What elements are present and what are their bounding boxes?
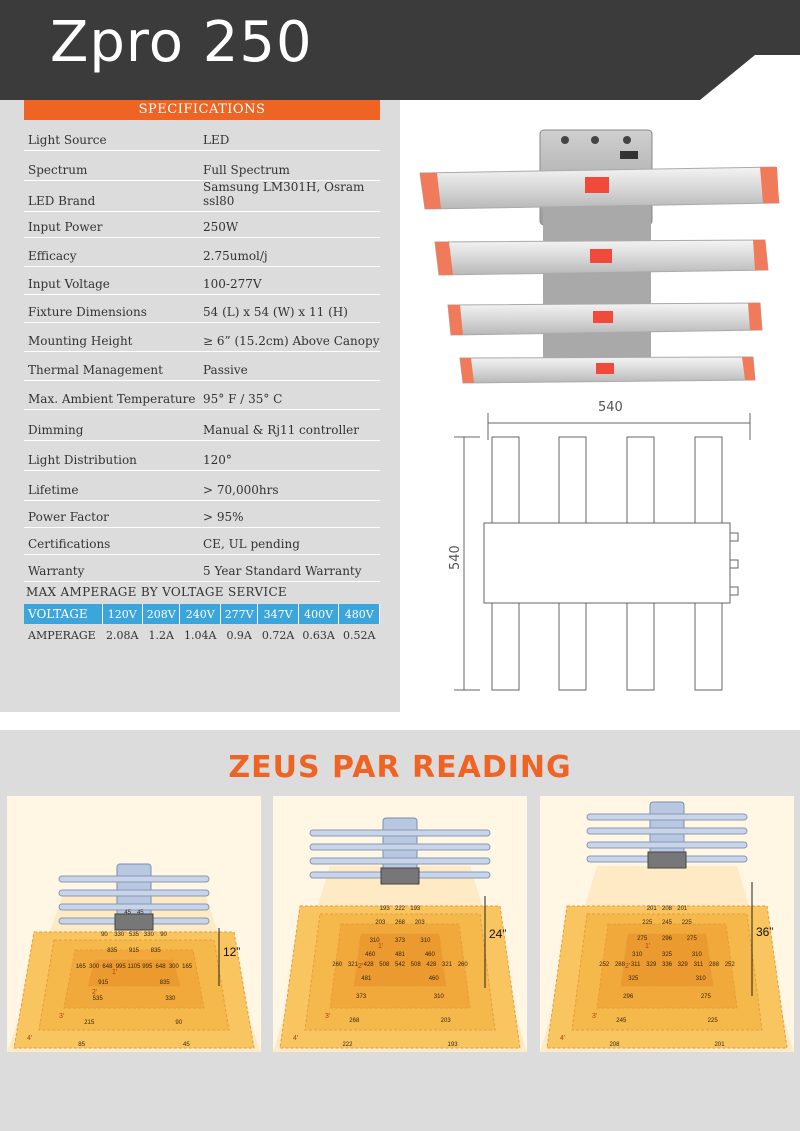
par-value: 252	[599, 962, 610, 968]
light-bar	[448, 303, 762, 335]
ring-label: 3'	[592, 1013, 598, 1020]
par-value: 310	[420, 938, 431, 944]
spec-row	[24, 441, 380, 471]
par-value: 835	[150, 948, 161, 954]
par-value: 165	[75, 964, 86, 970]
par-panel-12	[7, 796, 261, 1052]
par-diagram	[540, 796, 794, 1052]
par-value: 268	[349, 1018, 360, 1024]
driver-outline	[484, 523, 730, 603]
voltage-label: VOLTAGE	[24, 604, 102, 624]
par-value: 508	[410, 962, 421, 968]
par-value: 225	[642, 920, 653, 926]
par-value: 329	[646, 962, 657, 968]
spec-row	[24, 295, 380, 323]
par-value: 310	[433, 994, 444, 1000]
amperage-cell: 1.04A	[183, 628, 217, 642]
voltage-cell: 120V	[102, 604, 143, 624]
mount-height-label: 24”	[489, 927, 507, 941]
voltage-cell: 400V	[298, 604, 339, 624]
spec-row	[24, 501, 380, 528]
spec-value: 54 (L) x 54 (W) x 11 (H)	[203, 305, 348, 319]
par-value: 203	[414, 920, 425, 926]
ring-label: 3'	[325, 1013, 331, 1020]
spec-label: Dimming	[28, 423, 84, 437]
ring-label: 1'	[112, 969, 118, 976]
amperage-row	[24, 624, 380, 646]
spec-row	[24, 181, 380, 212]
mounting-rail	[543, 185, 651, 365]
spec-value: Samsung LM301H, Osram ssl80	[203, 180, 365, 208]
spec-value: 100-277V	[203, 277, 262, 291]
par-value: 245	[616, 1018, 627, 1024]
par-value: 203	[440, 1018, 451, 1024]
spec-label: Light Distribution	[28, 453, 137, 467]
par-value: 330	[114, 932, 125, 938]
par-value: 311	[630, 962, 641, 968]
spec-row	[24, 471, 380, 501]
par-value: 208	[609, 1042, 620, 1048]
par-value: 542	[394, 962, 406, 968]
par-value: 260	[332, 962, 343, 968]
par-value: 321	[442, 962, 453, 968]
par-value: 203	[375, 920, 386, 926]
spec-label: Certifications	[28, 537, 111, 551]
spec-row	[24, 410, 380, 441]
ring-label: 4'	[293, 1035, 299, 1042]
par-value: 225	[681, 920, 692, 926]
par-value: 215	[84, 1020, 95, 1026]
par-value: 835	[159, 980, 170, 986]
spec-row	[24, 238, 380, 267]
par-diagram	[7, 796, 261, 1052]
spec-row	[24, 381, 380, 410]
fixture-photo	[415, 125, 795, 390]
par-value: 85	[78, 1042, 85, 1048]
amperage-cell: 2.08A	[106, 628, 139, 642]
spec-label: Thermal Management	[28, 363, 163, 377]
par-value: 535	[128, 932, 140, 938]
par-value: 481	[394, 952, 406, 958]
par-value: 310	[632, 952, 643, 958]
mount-height-label: 12”	[223, 945, 241, 959]
par-value: 288	[709, 962, 720, 968]
par-value: 428	[426, 962, 437, 968]
spec-value: 120°	[203, 453, 232, 467]
voltage-cell: 240V	[180, 604, 221, 624]
amperage-cell: 1.2A	[148, 628, 174, 642]
par-value: 336	[661, 962, 673, 968]
spec-value: Passive	[203, 363, 248, 377]
voltage-cell: 480V	[339, 604, 380, 624]
light-bar	[460, 357, 755, 383]
voltage-cell: 277V	[220, 604, 257, 624]
spec-value: > 95%	[203, 510, 244, 524]
par-value: 275	[637, 936, 648, 942]
dimension-drawing	[440, 395, 780, 695]
par-value: 311	[693, 962, 704, 968]
par-value: 201	[714, 1042, 725, 1048]
ring-label: 1'	[378, 943, 384, 950]
light-bar	[420, 167, 779, 209]
par-value: 373	[394, 938, 406, 944]
par-value: 193	[447, 1042, 458, 1048]
voltage-cell: 347V	[258, 604, 299, 624]
spec-row	[24, 212, 380, 238]
par-value: 90	[160, 932, 167, 938]
ring-label: 1'	[645, 943, 651, 950]
ring-label: 2'	[358, 963, 364, 970]
product-title: Zpro 250	[50, 10, 313, 75]
spec-label: Fixture Dimensions	[28, 305, 147, 319]
amperage-cell: 0.9A	[226, 628, 252, 642]
par-value: 460	[424, 952, 435, 958]
spec-row	[24, 323, 380, 352]
spec-label: Efficacy	[28, 249, 77, 263]
par-section	[0, 730, 800, 1131]
par-value: 296	[623, 994, 634, 1000]
par-value: 225	[707, 1018, 718, 1024]
voltage-row	[24, 604, 380, 624]
height-label: 540	[448, 545, 463, 570]
par-value: 275	[686, 936, 697, 942]
spec-label: Mounting Height	[28, 334, 133, 348]
spec-row	[24, 120, 380, 151]
par-panel-24	[273, 796, 527, 1052]
spec-value: Manual & Rj11 controller	[203, 423, 360, 437]
amperage-table	[24, 604, 380, 646]
par-value: 252	[724, 962, 735, 968]
spec-value: 95° F / 35° C	[203, 392, 283, 406]
par-value: 460	[365, 952, 376, 958]
par-value: 321	[347, 962, 358, 968]
par-value: 288	[614, 962, 625, 968]
spec-row	[24, 151, 380, 181]
par-value: 165	[182, 964, 193, 970]
par-value: 460	[428, 976, 439, 982]
par-value: 222	[342, 1042, 353, 1048]
par-value: 260	[457, 962, 468, 968]
amperage-cell: 0.52A	[342, 628, 376, 642]
par-value: 201	[677, 906, 688, 912]
light-bar	[435, 240, 768, 275]
ring-label: 4'	[27, 1035, 33, 1042]
spec-value: 2.75umol/j	[203, 249, 268, 263]
spec-row	[24, 267, 380, 295]
par-value: 90	[101, 932, 108, 938]
par-value: 915	[128, 948, 140, 954]
dial-icon	[561, 136, 569, 144]
spec-label: Input Voltage	[28, 277, 110, 291]
par-value: 330	[165, 996, 176, 1002]
spec-value: 250W	[203, 220, 239, 234]
spec-value: Full Spectrum	[203, 163, 290, 177]
par-value: 648	[102, 964, 113, 970]
spec-value: LED	[203, 133, 230, 147]
par-value: 329	[677, 962, 688, 968]
par-value: 310	[369, 938, 380, 944]
spec-label: Lifetime	[28, 483, 79, 497]
par-value: 915	[98, 980, 109, 986]
spec-label: Input Power	[28, 220, 103, 234]
spec-label: Light Source	[28, 133, 107, 147]
par-value: 508	[379, 962, 390, 968]
par-value: 535	[92, 996, 103, 1002]
spec-row	[24, 528, 380, 555]
port-icon	[620, 151, 638, 159]
par-value: 1105	[127, 964, 141, 970]
par-value: 648	[155, 964, 166, 970]
par-value: 835	[107, 948, 118, 954]
par-value: 300	[89, 964, 100, 970]
spec-value: > 70,000hrs	[203, 483, 279, 497]
par-value: 481	[361, 976, 372, 982]
spec-row	[24, 352, 380, 381]
dial-icon	[623, 136, 631, 144]
spec-value: CE, UL pending	[203, 537, 300, 551]
par-diagram	[273, 796, 527, 1052]
par-value: 310	[691, 952, 702, 958]
par-value: 245	[661, 920, 673, 926]
spec-row	[24, 555, 380, 582]
par-value: 45	[136, 910, 144, 916]
par-value: 268	[394, 920, 406, 926]
par-value: 90	[175, 1020, 183, 1026]
par-value: 300	[168, 964, 179, 970]
spec-value: ≥ 6” (15.2cm) Above Canopy	[203, 334, 380, 348]
ring-label: 3'	[59, 1013, 65, 1020]
mount-height-label: 36”	[756, 925, 774, 939]
ring-label: 4'	[560, 1035, 566, 1042]
amperage-label: AMPERAGE	[28, 628, 96, 642]
par-value: 222	[394, 906, 406, 912]
par-value: 428	[363, 962, 374, 968]
par-value: 193	[379, 906, 390, 912]
par-panel-36	[540, 796, 794, 1052]
par-value: 310	[695, 976, 706, 982]
spec-label: Warranty	[28, 564, 85, 578]
par-value: 330	[143, 932, 154, 938]
par-value: 208	[661, 906, 673, 912]
ring-label: 2'	[92, 989, 98, 996]
amperage-heading: MAX AMPERAGE BY VOLTAGE SERVICE	[26, 585, 287, 599]
par-value: 193	[410, 906, 421, 912]
ring-label: 2'	[625, 963, 631, 970]
par-value: 995	[115, 964, 126, 970]
specifications-title: SPECIFICATIONS	[24, 100, 380, 120]
spec-label: Spectrum	[28, 163, 88, 177]
specifications-panel	[0, 100, 400, 712]
width-label: 540	[598, 400, 623, 415]
par-value: 45	[183, 1042, 190, 1048]
spec-value: 5 Year Standard Warranty	[203, 564, 362, 578]
spec-label: Max. Ambient Temperature	[28, 392, 196, 406]
amperage-cell: 0.72A	[261, 628, 295, 642]
par-value: 296	[661, 936, 673, 942]
amperage-cell: 0.63A	[302, 628, 335, 642]
par-title: ZEUS PAR READING	[228, 750, 572, 785]
header-bar	[0, 0, 800, 100]
spec-label: Power Factor	[28, 510, 109, 524]
par-value: 325	[661, 952, 673, 958]
voltage-cell: 208V	[143, 604, 180, 624]
par-value: 325	[628, 976, 639, 982]
par-value: 275	[700, 994, 711, 1000]
par-value: 45	[124, 910, 132, 916]
dial-icon	[591, 136, 599, 144]
par-value: 201	[646, 906, 657, 912]
par-value: 373	[356, 994, 367, 1000]
par-value: 995	[142, 964, 153, 970]
spec-label: LED Brand	[28, 194, 96, 208]
